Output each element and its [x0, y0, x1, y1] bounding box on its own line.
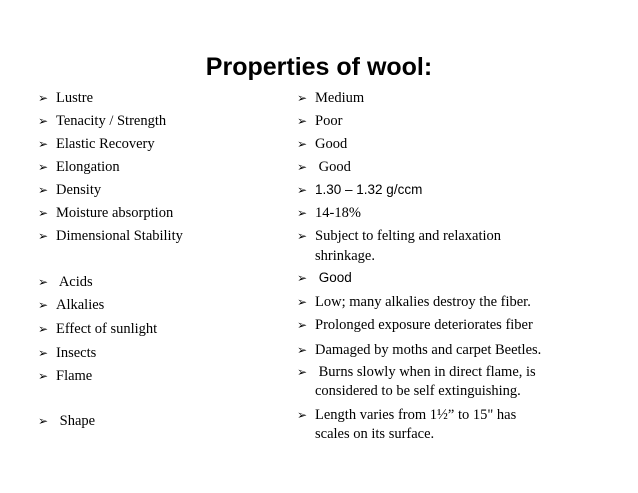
property-value-continuation: shrinkage. — [315, 248, 375, 264]
property-value: 1.30 – 1.32 g/ccm — [315, 182, 423, 197]
property-label: Dimensional Stability — [56, 228, 183, 244]
property-value: Good — [315, 270, 352, 285]
bullet-arrow-icon: ➢ — [38, 369, 49, 383]
bullet-arrow-icon: ➢ — [38, 275, 49, 289]
bullet-arrow-icon: ➢ — [297, 343, 308, 357]
property-label: Shape — [56, 413, 96, 429]
property-label: Elongation — [56, 159, 120, 175]
bullet-arrow-icon: ➢ — [297, 91, 308, 105]
bullet-arrow-icon: ➢ — [297, 408, 308, 422]
property-value: 14-18% — [315, 205, 361, 221]
bullet-arrow-icon: ➢ — [38, 229, 49, 243]
property-label: Density — [56, 182, 102, 198]
bullet-arrow-icon: ➢ — [38, 322, 49, 336]
bullet-arrow-icon: ➢ — [38, 114, 49, 128]
bullet-arrow-icon: ➢ — [297, 206, 308, 220]
property-label: Alkalies — [56, 297, 105, 313]
property-value: Good — [315, 159, 351, 175]
property-label: Insects — [56, 345, 97, 361]
property-value-continuation: scales on its surface. — [315, 426, 435, 442]
bullet-arrow-icon: ➢ — [38, 91, 49, 105]
property-label: Moisture absorption — [56, 205, 174, 221]
page-title: Properties of wool: — [205, 53, 433, 81]
property-value: Good — [315, 136, 348, 152]
property-label: Elastic Recovery — [56, 136, 155, 152]
bullet-arrow-icon: ➢ — [297, 160, 308, 174]
property-label: Effect of sunlight — [56, 321, 158, 337]
bullet-arrow-icon: ➢ — [297, 114, 308, 128]
property-label: Tenacity / Strength — [56, 113, 167, 129]
bullet-arrow-icon: ➢ — [297, 318, 308, 332]
property-value: Prolonged exposure deteriorates fiber — [315, 317, 533, 333]
bullet-arrow-icon: ➢ — [297, 137, 308, 151]
property-label: Flame — [56, 368, 93, 384]
property-value: Poor — [315, 113, 343, 129]
bullet-arrow-icon: ➢ — [297, 365, 308, 379]
property-value: Subject to felting and relaxation — [315, 228, 502, 244]
property-label: Lustre — [56, 90, 94, 106]
bullet-arrow-icon: ➢ — [297, 183, 308, 197]
bullet-arrow-icon: ➢ — [38, 206, 49, 220]
bullet-arrow-icon: ➢ — [38, 183, 49, 197]
bullet-arrow-icon: ➢ — [38, 414, 49, 428]
property-value: Low; many alkalies destroy the fiber. — [315, 294, 531, 310]
property-value: Length varies from 1½” to 15" has — [315, 407, 517, 423]
property-label: Acids — [56, 274, 93, 290]
property-value: Damaged by moths and carpet Beetles. — [315, 342, 542, 358]
property-value: Burns slowly when in direct flame, is — [315, 364, 536, 380]
bullet-arrow-icon: ➢ — [38, 137, 49, 151]
bullet-arrow-icon: ➢ — [297, 229, 308, 243]
bullet-arrow-icon: ➢ — [38, 298, 49, 312]
bullet-arrow-icon: ➢ — [297, 295, 308, 309]
property-value: Medium — [315, 90, 365, 106]
bullet-arrow-icon: ➢ — [38, 160, 49, 174]
property-value-continuation: considered to be self extinguishing. — [315, 383, 521, 399]
bullet-arrow-icon: ➢ — [38, 346, 49, 360]
bullet-arrow-icon: ➢ — [297, 271, 308, 285]
